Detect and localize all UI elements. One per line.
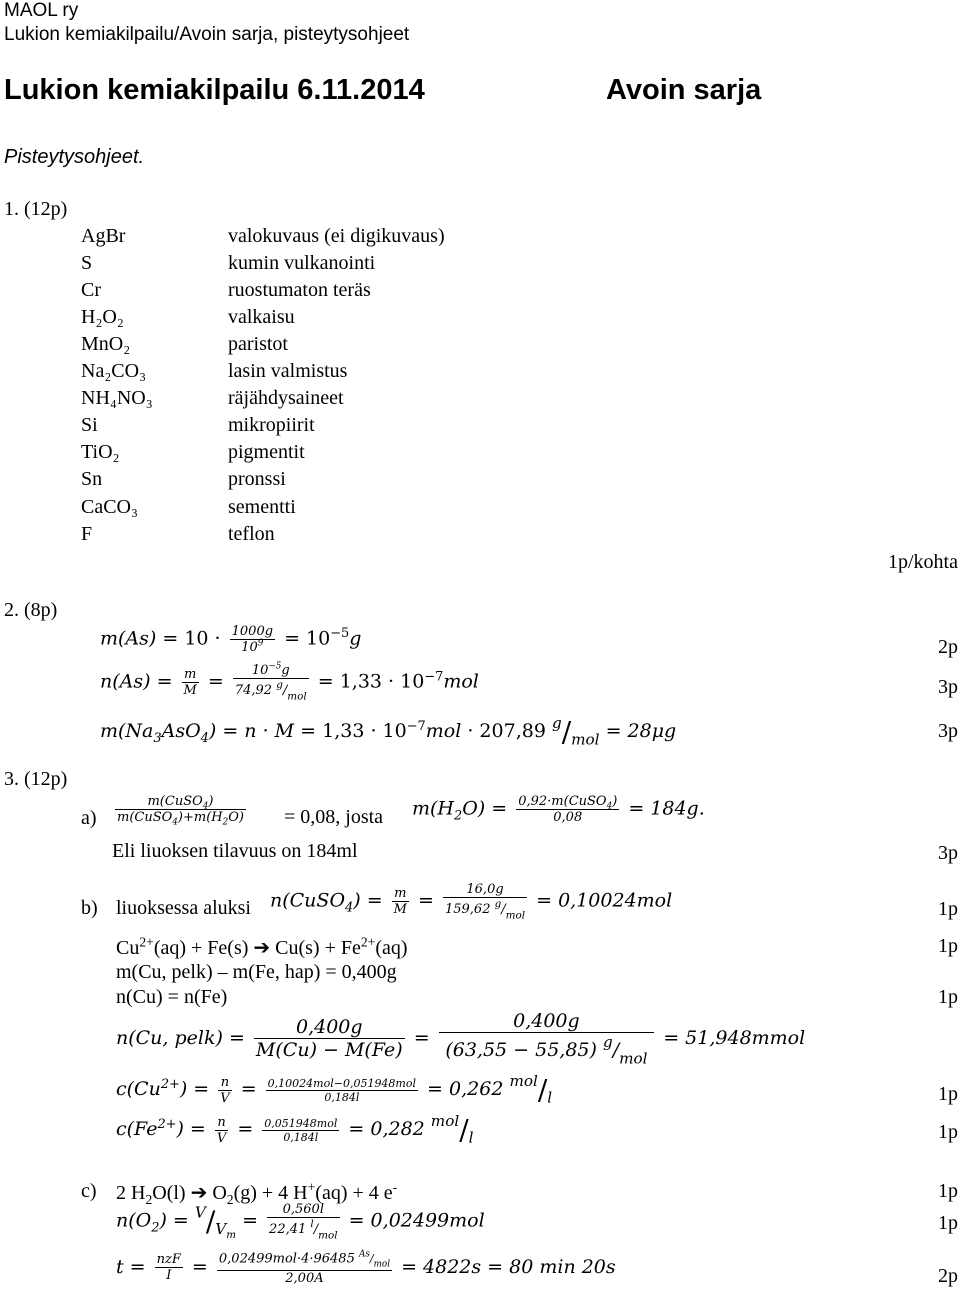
q1-formula: MnO₂ [81, 333, 131, 355]
q1-formula: NH₄NO₃ [81, 387, 153, 409]
q3b-points-4: 1p [938, 1083, 958, 1105]
q1-formula: Sn [81, 468, 103, 490]
q3a-text: = 0,08, josta [284, 806, 384, 828]
q3c-points-1: 1p [938, 1180, 958, 1202]
q1-formula: Na₂CO₃ [81, 360, 147, 382]
q3b-equation-2: n(Cu, pelk) = $\frac{0,400g}{M(Cu) - M(Fe)}$ = $\frac{0,400g}{(63,55 - 55,85) ^g/_{mol}}$ = 51,948mmol [116, 1010, 806, 1068]
q3a-conclusion: Eli liuoksen tilavuus on 184ml [112, 840, 358, 862]
q1-use: pronssi [228, 468, 286, 490]
q2-equation-1: m(As) = 10 · $\frac{1000g}{10^9}$ = $10^{-5}g$ [100, 624, 362, 655]
q1-use: mikropiirit [228, 414, 315, 436]
q3b-points-5: 1p [938, 1121, 958, 1143]
q2-points-3: 3p [938, 720, 958, 742]
q1-formula: TiO₂ [81, 441, 120, 463]
q1-formula: H₂O₂ [81, 306, 124, 328]
q1-use: sementti [228, 496, 296, 518]
q3b-equation-1: n(CuSO$_4$) = $\frac{m}{M}$ = $\frac{16,0g}{159,62 ^g/_{mol}}$ = 0,10024mol [270, 882, 673, 922]
q1-use: valkaisu [228, 306, 295, 328]
q3b-points-1: 1p [938, 898, 958, 920]
q1-use: teflon [228, 523, 275, 545]
q3b-equation-3: $c(Cu^{2+})$ = $\frac{n}{V}$ = $\frac{\text{0,10024mol−0,051948mol}}{0,184l}$ = 0,262 $^{mol}/_l$ [116, 1072, 553, 1107]
q3c-equation-1: $n(O_2) = ^V/_{V_m}$ = $\frac{0,560l}{22,41 ^l/_{mol}}$ = 0,02499mol [116, 1202, 485, 1242]
q3b-reaction: $Cu^{2+}(aq) + Fe(s)$ ➔ $Cu(s) + Fe^{2+}(aq)$ [116, 934, 408, 959]
q3c-points-2: 1p [938, 1212, 958, 1234]
q3a-points: 3p [938, 842, 958, 864]
instructions-heading: Pisteytysohjeet. [4, 146, 145, 168]
q1-use: kumin vulkanointi [228, 252, 376, 274]
q1-use: valokuvaus (ei digikuvaus) [228, 225, 445, 247]
q3b-points-3: 1p [938, 986, 958, 1008]
q2-equation-3: $m(Na_3AsO_4) = n \cdot M = 1,33 \cdot 10^{-7}mol \cdot 207,89$ $^g/_{mol} = 28\mu g$ [100, 714, 677, 749]
q3b-mole-line: n(Cu) = n(Fe) [116, 986, 228, 1008]
series-title: Avoin sarja [606, 74, 762, 106]
q3a-label: a) [81, 807, 97, 829]
q1-points: 1p/kohta [888, 551, 958, 573]
q3b-intro: liuoksessa aluksi [116, 897, 251, 919]
q1-formula: Si [81, 414, 98, 436]
page-title: Lukion kemiakilpailu 6.11.2014 [4, 74, 425, 106]
q3-label: 3. (12p) [4, 768, 68, 790]
q1-formula: Cr [81, 279, 101, 301]
q1-use: pigmentit [228, 441, 305, 463]
q3b-equation-4: $c(Fe^{2+})$ = $\frac{n}{V}$ = $\frac{\text{0,051948mol}}{0,184l}$ = 0,282 $^{mol}/_l$ [116, 1112, 474, 1147]
q2-equation-2: n(As) = $\frac{m}{M}$ = $\frac{10^{-5}g}{74,92 ^g/_{mol}}$ = $1,33 \cdot 10^{-7}mol$ [100, 661, 479, 703]
q3c-reaction: 2 $H_2O(l)$ ➔ $O_2(g) + 4$ H+(aq) + 4 e- [116, 1179, 398, 1207]
q3c-equation-2: t = $\frac{\text{nzF}}{I}$ = $\frac{0,02499mol\cdot 4\cdot 96485 ^{As}/_{mol}}{2,00A}$ = 4822s = 80 min 20s [116, 1250, 616, 1286]
q1-formula: F [81, 523, 93, 545]
q2-points-1: 2p [938, 636, 958, 658]
q1-label: 1. (12p) [4, 198, 68, 220]
q2-label: 2. (8p) [4, 599, 58, 621]
q3a-equation: $\frac{m(CuSO_4)}{m(CuSO_4)+m(H_2O)}$ [117, 794, 244, 828]
q3b-label: b) [81, 897, 98, 919]
q3a-equation-2: $m(H_2O)$ = $\frac{0,92\cdot m(CuSO_4)}{0,08}$ = 184g. [412, 794, 705, 825]
document-subtitle: Lukion kemiakilpailu/Avoin sarja, pisteytysohjeet [4, 24, 410, 45]
q1-use: lasin valmistus [228, 360, 348, 382]
q1-formula: S [81, 252, 93, 274]
q3b-mass-line: m(Cu, pelk) – m(Fe, hap) = 0,400g [116, 961, 397, 983]
q1-formula: AgBr [81, 225, 126, 247]
q1-use: paristot [228, 333, 288, 355]
q3c-points-3: 2p [938, 1265, 958, 1287]
q2-points-2: 3p [938, 676, 958, 698]
q1-use: räjähdysaineet [228, 387, 344, 409]
org-name: MAOL ry [4, 0, 79, 21]
q1-formula: CaCO₃ [81, 496, 138, 518]
q3c-label: c) [81, 1180, 97, 1202]
q1-use: ruostumaton teräs [228, 279, 371, 301]
q3b-points-2: 1p [938, 935, 958, 957]
